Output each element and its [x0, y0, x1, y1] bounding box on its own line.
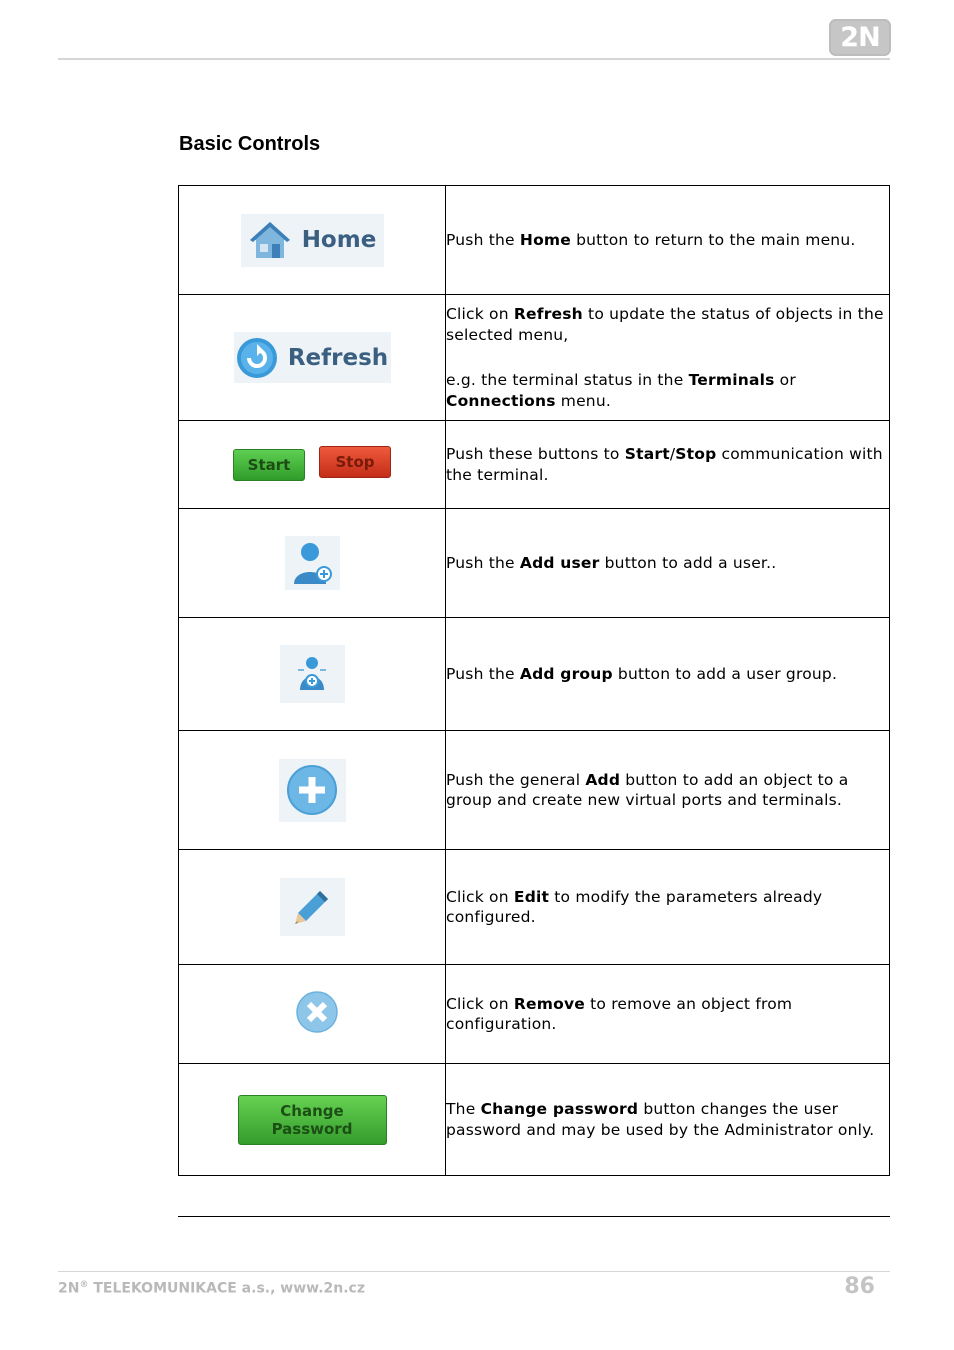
icon-cell	[179, 186, 446, 295]
icon-cell	[179, 850, 446, 965]
remove-button[interactable]	[296, 991, 338, 1033]
home-button[interactable]: Home	[241, 214, 384, 267]
add-button[interactable]	[279, 759, 346, 822]
change-password-button[interactable]: Change Password	[238, 1095, 387, 1145]
header-divider	[58, 58, 890, 60]
table-row	[179, 965, 890, 1064]
icon-cell	[179, 295, 446, 421]
content-divider	[178, 1216, 890, 1217]
logo-2n: 2N	[829, 19, 891, 56]
footer-company: 2N® TELEKOMUNIKACE a.s., www.2n.cz	[58, 1280, 365, 1297]
edit-pencil-icon	[292, 887, 332, 927]
controls-table	[178, 185, 890, 1176]
refresh-button[interactable]: Refresh	[234, 332, 391, 383]
icon-cell	[179, 731, 446, 850]
add-user-icon	[290, 540, 334, 586]
description-cell: Push the general Add button to add an object to a group and create new virtual ports and terminals.	[446, 731, 890, 850]
icon-cell	[179, 965, 446, 1064]
table-row	[179, 421, 890, 509]
description-cell: Push the Home button to return to the main menu.	[446, 186, 890, 295]
table-row	[179, 731, 890, 850]
home-icon	[248, 220, 292, 260]
refresh-icon	[236, 337, 278, 379]
footer-divider	[58, 1271, 890, 1272]
page-number: 86	[844, 1274, 875, 1299]
edit-button[interactable]	[280, 878, 345, 936]
remove-icon	[296, 991, 338, 1033]
table-row	[179, 1064, 890, 1176]
description-cell: The Change password button changes the user password and may be used by the Administrator only.	[446, 1064, 890, 1176]
description-cell: Push the Add user button to add a user..	[446, 509, 890, 618]
table-row	[179, 186, 890, 295]
add-icon	[286, 764, 338, 816]
section-title: Basic Controls	[179, 133, 321, 155]
add-user-button[interactable]	[285, 536, 340, 590]
description-cell: Click on Refresh to update the status of objects in the selected menu, e.g. the terminal status in the Terminals or Connections menu.	[446, 295, 890, 421]
table-row	[179, 295, 890, 421]
start-button[interactable]: Start	[233, 449, 305, 481]
add-group-icon	[292, 654, 332, 694]
description-cell: Push the Add group button to add a user group.	[446, 618, 890, 731]
table-row	[179, 618, 890, 731]
description-cell: Click on Edit to modify the parameters already configured.	[446, 850, 890, 965]
icon-cell	[179, 509, 446, 618]
description-cell: Click on Remove to remove an object from configuration.	[446, 965, 890, 1064]
icon-cell	[179, 1064, 446, 1176]
table-row	[179, 509, 890, 618]
icon-cell	[179, 618, 446, 731]
add-group-button[interactable]	[280, 645, 345, 703]
icon-cell	[179, 421, 446, 509]
table-row	[179, 850, 890, 965]
stop-button[interactable]: Stop	[319, 446, 391, 478]
description-cell: Push these buttons to Start/Stop communication with the terminal.	[446, 421, 890, 509]
